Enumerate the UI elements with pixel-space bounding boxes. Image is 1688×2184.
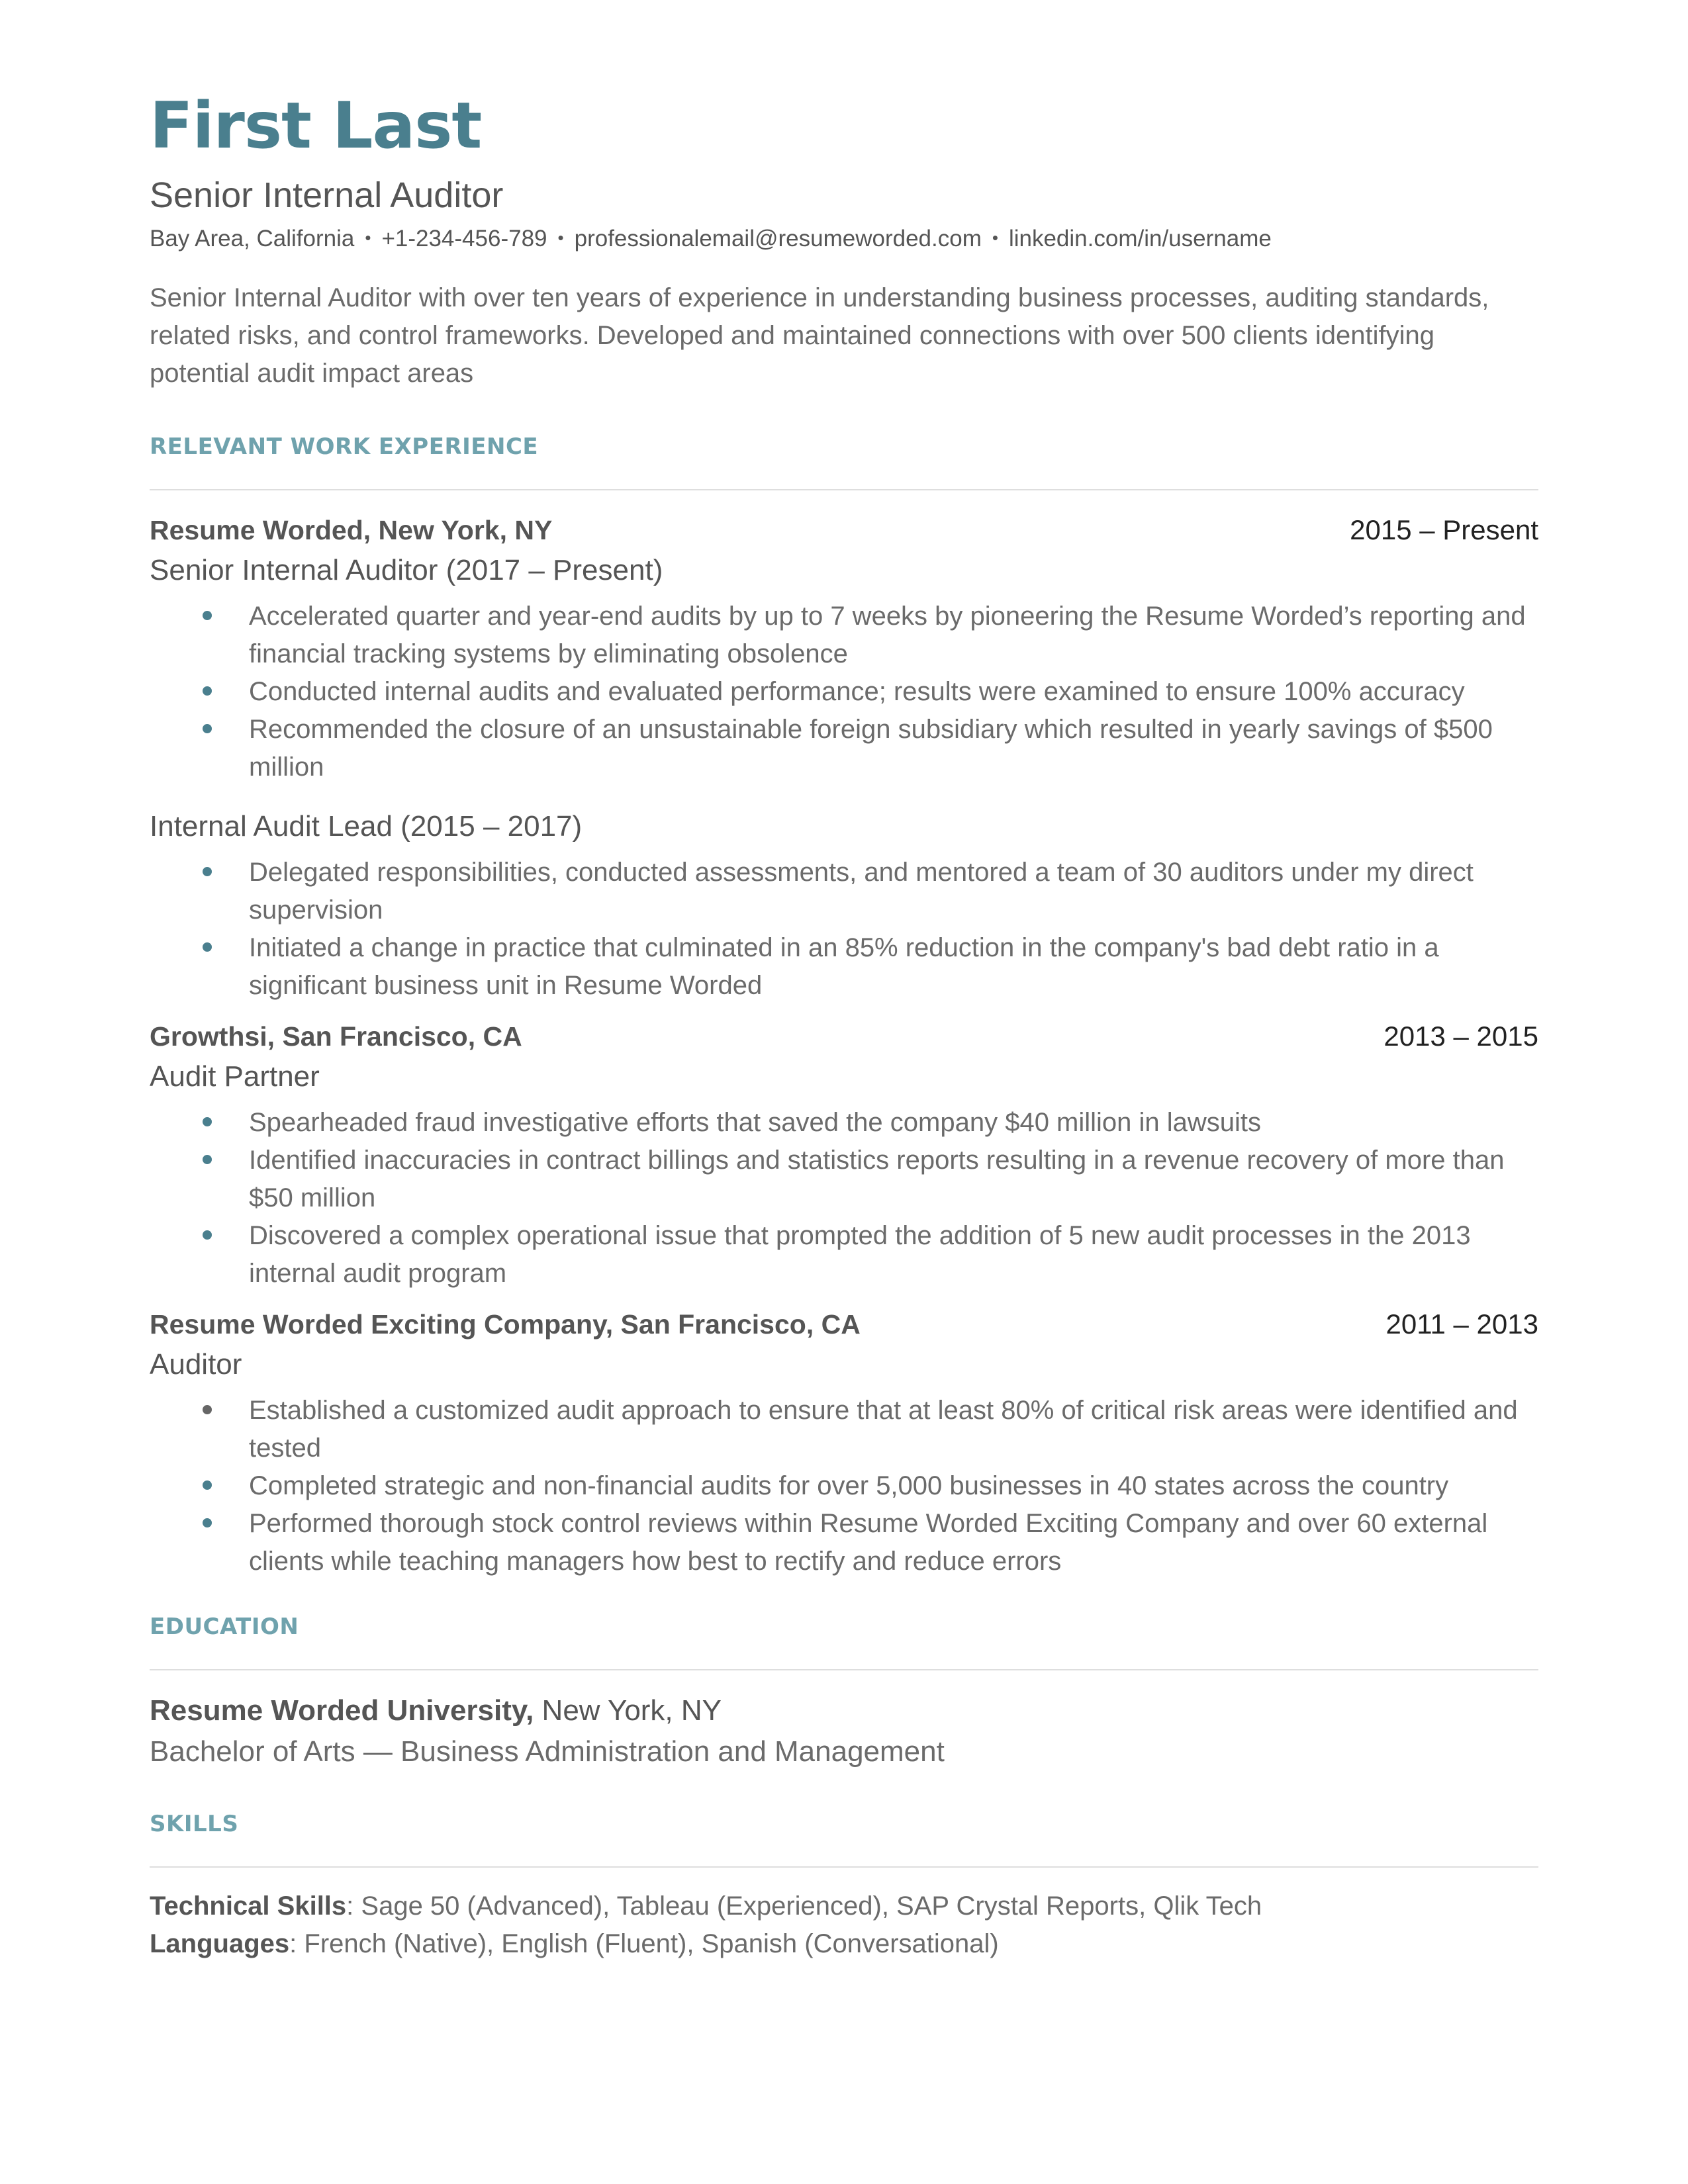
section-divider — [150, 1669, 1538, 1670]
bullet-item — [150, 1505, 1538, 1580]
job-role: Audit Partner — [150, 1060, 320, 1093]
bullet-text: Initiated a change in practice that culminated in an 85% reduction in the company's bad debt ratio in a significant business unit in Resume Worded — [249, 933, 1439, 1000]
bullet-text: Delegated responsibilities, conducted assessments, and mentored a team of 30 auditors under my direct supervision — [249, 858, 1474, 925]
education-school-line — [150, 1690, 1538, 1731]
contact-separator: • — [557, 228, 564, 248]
headline: Senior Internal Auditor — [150, 175, 504, 215]
bullet-dot-icon — [203, 686, 212, 696]
contact-location: Bay Area, California — [150, 226, 355, 251]
languages-value: : French (Native), English (Fluent), Spanish (Conversational) — [289, 1929, 999, 1958]
job-header — [150, 510, 1538, 550]
bullet-dot-icon — [203, 1230, 212, 1240]
job-dates: 2013 – 2015 — [1383, 1021, 1538, 1052]
section-divider — [150, 489, 1538, 490]
job-company: Resume Worded, New York, NY — [150, 515, 553, 545]
bullet-dot-icon — [203, 942, 212, 952]
bullet-dot-icon — [203, 611, 212, 620]
bullet-list — [150, 1104, 1538, 1293]
job-dates: 2011 – 2013 — [1385, 1308, 1538, 1340]
education-location: New York, NY — [534, 1694, 722, 1727]
contact-phone: +1-234-456-789 — [381, 226, 547, 251]
bullet-text: Discovered a complex operational issue that prompted the addition of 5 new audit processes in the 2013 internal audit program — [249, 1221, 1471, 1288]
technical-skills-value: : Sage 50 (Advanced), Tableau (Experienced), SAP Crystal Reports, Qlik Tech — [346, 1891, 1262, 1921]
bullet-dot-icon — [203, 1405, 212, 1414]
technical-skills-label: Technical Skills — [150, 1891, 347, 1921]
bullet-item — [150, 711, 1538, 786]
job-role: Auditor — [150, 1348, 242, 1381]
bullet-text: Completed strategic and non-financial audits for over 5,000 businesses in 40 states across the country — [249, 1471, 1449, 1500]
bullet-item — [150, 854, 1538, 929]
bullet-text: Identified inaccuracies in contract billings and statistics reports resulting in a revenue recovery of more than $50 million — [249, 1146, 1505, 1212]
job-dates: 2015 – Present — [1350, 514, 1538, 545]
job-role: Senior Internal Auditor (2017 – Present) — [150, 554, 663, 586]
bullet-item — [150, 929, 1538, 1005]
bullet-list — [150, 1392, 1538, 1580]
bullet-list — [150, 598, 1538, 786]
languages-label: Languages — [150, 1929, 290, 1958]
bullet-text: Established a customized audit approach to ensure that at least 80% of critical risk areas were identified and tested — [249, 1396, 1518, 1463]
bullet-item — [150, 1392, 1538, 1467]
bullet-dot-icon — [203, 1155, 212, 1164]
job-header — [150, 1017, 1538, 1056]
contact-line — [150, 222, 1538, 257]
contact-separator: • — [992, 228, 998, 248]
bullet-text: Conducted internal audits and evaluated performance; results were examined to ensure 100% accuracy — [249, 677, 1465, 706]
bullet-text: Recommended the closure of an unsustainable foreign subsidiary which resulted in yearly savings of $500 million — [249, 715, 1493, 782]
bullet-dot-icon — [203, 724, 212, 733]
contact-email: professionalemail@resumeworded.com — [574, 226, 982, 251]
bullet-dot-icon — [203, 1518, 212, 1527]
bullet-item — [150, 598, 1538, 673]
section-divider — [150, 1866, 1538, 1868]
bullet-item — [150, 673, 1538, 711]
job-entry — [150, 1304, 1538, 1580]
education-degree: Bachelor of Arts — Business Administration and Management — [150, 1735, 945, 1768]
education-section-title: EDUCATION — [150, 1614, 299, 1640]
bullet-list — [150, 854, 1538, 1005]
bullet-item — [150, 1142, 1538, 1217]
bullet-text: Accelerated quarter and year-end audits by up to 7 weeks by pioneering the Resume Worded’s reporting and financial tracking systems by eliminating obsolence — [249, 602, 1526, 668]
bullet-item — [150, 1217, 1538, 1293]
job-header — [150, 1304, 1538, 1344]
skills-section-title: SKILLS — [150, 1811, 239, 1837]
job-company: Resume Worded Exciting Company, San Francisco, CA — [150, 1309, 861, 1340]
job-entry — [150, 510, 1538, 1005]
bullet-dot-icon — [203, 1480, 212, 1490]
bullet-text: Spearheaded fraud investigative efforts that saved the company $40 million in lawsuits — [249, 1108, 1262, 1137]
bullet-item — [150, 1104, 1538, 1142]
bullet-item — [150, 1467, 1538, 1505]
languages-line — [150, 1925, 1538, 1963]
experience-section-title: RELEVANT WORK EXPERIENCE — [150, 433, 539, 460]
job-entry — [150, 1017, 1538, 1293]
bullet-dot-icon — [203, 867, 212, 876]
technical-skills-line — [150, 1888, 1538, 1925]
bullet-text: Performed thorough stock control reviews within Resume Worded Exciting Company and over 60 external clients while teaching managers how best to rectify and reduce errors — [249, 1509, 1488, 1576]
job-company: Growthsi, San Francisco, CA — [150, 1021, 522, 1052]
education-school: Resume Worded University, — [150, 1694, 534, 1727]
job-role: Internal Audit Lead (2015 – 2017) — [150, 810, 583, 842]
candidate-name: First Last — [150, 89, 482, 163]
contact-separator: • — [365, 228, 371, 248]
summary: Senior Internal Auditor with over ten years of experience in understanding business processes, auditing standards, related risks, and control frameworks. Developed and maintained connections with over 500 clients identifying potential audit impact areas — [150, 283, 1489, 388]
contact-linkedin: linkedin.com/in/username — [1008, 226, 1272, 251]
bullet-dot-icon — [203, 1117, 212, 1126]
